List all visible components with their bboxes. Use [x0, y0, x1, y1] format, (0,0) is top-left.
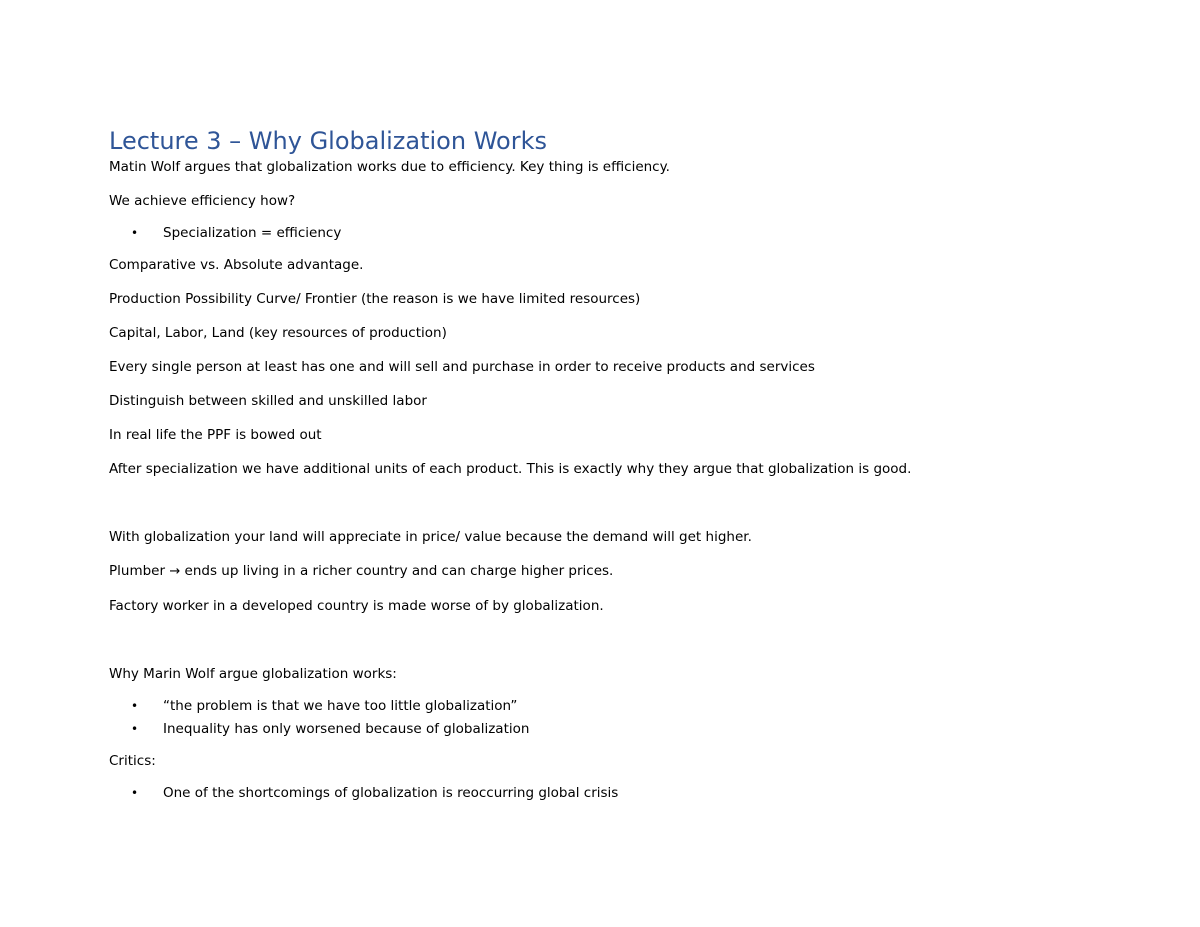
paragraph-spacer [109, 741, 1109, 752]
bullet-icon: • [131, 786, 139, 800]
arrow-right-icon: → [169, 564, 181, 579]
bullet-text: “the problem is that we have too little globalization” [163, 698, 518, 714]
paragraph-comparative: Comparative vs. Absolute advantage. [109, 257, 364, 273]
bullet-text: Specialization = efficiency [163, 225, 342, 241]
paragraph-critics: Critics: [109, 753, 156, 769]
paragraph-spacer [109, 342, 1109, 358]
document-title: Lecture 3 – Why Globalization Works [109, 127, 547, 155]
paragraph-ppf: Production Possibility Curve/ Frontier (the reason is we have limited resources) [109, 291, 641, 307]
paragraph-why-wolf: Why Marin Wolf argue globalization works: [109, 666, 397, 682]
paragraph-spacer [109, 615, 1109, 665]
plumber-label: Plumber [109, 563, 166, 579]
paragraph-achieve-efficiency: We achieve efficiency how? [109, 193, 296, 209]
bullet-text: One of the shortcomings of globalization is reoccurring global crisis [163, 785, 619, 801]
bullet-item-global-crisis [109, 782, 1109, 805]
plumber-text: ends up living in a richer country and can charge higher prices. [184, 563, 614, 579]
paragraph-spacer [109, 444, 1109, 460]
bullet-text: Inequality has only worsened because of globalization [163, 721, 530, 737]
bullet-item-too-little [109, 695, 1109, 718]
paragraph-spacer [109, 683, 1109, 695]
paragraph-ppf-bowed: In real life the PPF is bowed out [109, 427, 322, 443]
bullet-icon: • [131, 722, 139, 736]
paragraph-skilled-unskilled: Distinguish between skilled and unskilled labor [109, 393, 427, 409]
paragraph-capital-labor-land: Capital, Labor, Land (key resources of production) [109, 325, 447, 341]
paragraph-land-appreciate: With globalization your land will appreciate in price/ value because the demand will get higher. [109, 529, 752, 545]
bullet-item-inequality [109, 718, 1109, 741]
bullet-icon: • [131, 699, 139, 713]
document-page [109, 124, 1109, 805]
bullet-icon: • [131, 226, 139, 240]
paragraph-spacer [109, 546, 1109, 562]
paragraph-spacer [109, 581, 1109, 597]
paragraph-plumber [109, 562, 1109, 581]
paragraph-spacer [109, 478, 1109, 528]
paragraph-after-specialization: After specialization we have additional units of each product. This is exactly why they argue that globalization is good. [109, 461, 912, 477]
paragraph-spacer [109, 245, 1109, 256]
paragraph-spacer [109, 308, 1109, 324]
paragraph-wolf-efficiency: Matin Wolf argues that globalization works due to efficiency. Key thing is efficiency. [109, 159, 670, 175]
paragraph-every-person: Every single person at least has one and will sell and purchase in order to receive products and services [109, 359, 815, 375]
paragraph-spacer [109, 274, 1109, 290]
paragraph-spacer [109, 410, 1109, 426]
paragraph-factory-worker: Factory worker in a developed country is made worse of by globalization. [109, 598, 604, 614]
paragraph-spacer [109, 176, 1109, 192]
bullet-item-specialization [109, 222, 1109, 245]
paragraph-spacer [109, 210, 1109, 222]
paragraph-spacer [109, 376, 1109, 392]
paragraph-spacer [109, 770, 1109, 782]
